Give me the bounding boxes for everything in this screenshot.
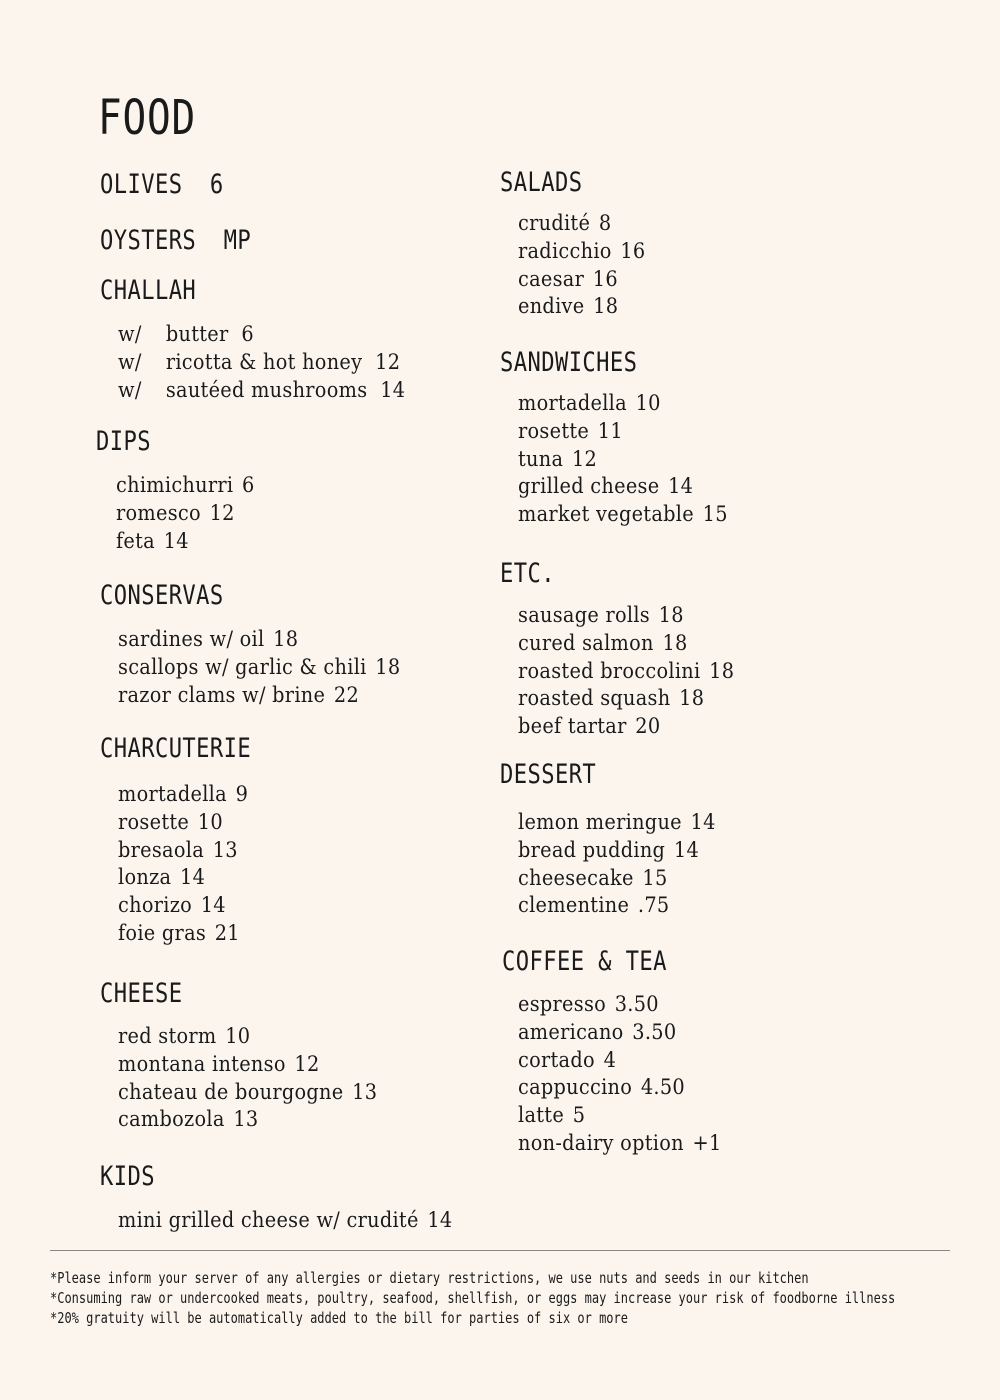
coffee-tea-heading: COFFEE & TEA (502, 946, 667, 977)
etc-heading: ETC. (500, 558, 555, 589)
charcuterie-heading: CHARCUTERIE (100, 733, 252, 764)
item-prefix: w/ (118, 322, 142, 346)
item-price: .75 (637, 893, 670, 918)
item-price: 12 (571, 446, 598, 471)
menu-title: FOOD (98, 90, 197, 146)
item-name: tuna (518, 446, 564, 471)
list-item (118, 1051, 377, 1079)
item-price: 14 (690, 810, 716, 834)
item-name: sautéed mushrooms (165, 377, 368, 402)
item-price: 14 (200, 893, 226, 918)
item-name: mortadella (118, 782, 227, 806)
list-item (518, 1047, 722, 1075)
item-price: 16 (620, 238, 646, 263)
coffee-tea-list (518, 991, 739, 1158)
list-item (118, 1106, 377, 1134)
item-name: cambozola (118, 1107, 225, 1132)
olives-heading (100, 169, 224, 201)
list-item (518, 685, 734, 713)
item-name: sardines w/ oil (118, 627, 265, 651)
item-name: foie gras (118, 920, 207, 945)
list-item (518, 809, 716, 837)
item-name: cappuccino (518, 1075, 633, 1100)
item-price: 21 (214, 920, 240, 945)
item-name: feta (116, 528, 155, 553)
item-price: 20 (635, 714, 661, 739)
item-price: 14 (673, 837, 700, 862)
list-item (118, 682, 400, 710)
item-name: roasted squash (518, 686, 671, 711)
list-item (518, 1074, 722, 1102)
item-name: cortado (518, 1047, 595, 1072)
list-item (518, 658, 734, 686)
item-name: romesco (116, 500, 201, 525)
item-name: mortadella (518, 391, 627, 415)
item-price: 18 (273, 627, 299, 651)
item-name: non-dairy option (518, 1130, 684, 1155)
cheese-list (118, 1023, 400, 1134)
oysters-label: OYSTERS (100, 225, 197, 256)
item-price: 12 (209, 500, 235, 525)
item-price: 6 (242, 473, 255, 497)
item-price: 22 (333, 682, 360, 707)
charcuterie-list (118, 781, 260, 948)
list-item (518, 602, 734, 630)
item-price: 12 (375, 349, 401, 374)
item-price: 14 (163, 528, 189, 553)
item-name: scallops w/ garlic & chili (118, 654, 367, 679)
list-item (518, 210, 646, 238)
item-price: 4 (603, 1047, 617, 1072)
dips-heading: DIPS (96, 426, 151, 457)
challah-list (118, 321, 430, 404)
item-name: bread pudding (518, 837, 666, 862)
list-item (518, 630, 734, 658)
list-item (118, 1023, 377, 1051)
list-item (518, 1019, 722, 1047)
item-name: bresaola (118, 837, 205, 862)
item-price: 10 (197, 809, 223, 834)
footnote-allergies: *Please inform your server of any allergies or dietary restrictions, we use nuts and seeds in our kitchen (50, 1269, 809, 1287)
list-item (118, 626, 400, 654)
list-item (518, 446, 728, 474)
item-name: chimichurri (116, 473, 234, 497)
item-price: 18 (375, 654, 401, 679)
list-item (118, 864, 248, 892)
item-name: market vegetable (518, 502, 694, 527)
item-name: razor clams w/ brine (118, 682, 326, 707)
item-prefix: w/ (118, 349, 142, 374)
item-price: 13 (233, 1107, 259, 1132)
item-name: rosette (118, 809, 190, 834)
list-item (118, 377, 405, 405)
dessert-heading: DESSERT (500, 759, 597, 790)
item-name: montana intenso (118, 1051, 286, 1076)
sandwiches-list (518, 390, 746, 529)
cheese-heading: CHEESE (100, 978, 183, 1009)
olives-price: 6 (209, 169, 224, 200)
footnote-raw-food: *Consuming raw or undercooked meats, poultry, seafood, shellfish, or eggs may increase your risk of foodborne illness (50, 1289, 896, 1307)
item-price: 16 (592, 266, 618, 291)
list-item (518, 713, 734, 741)
olives-label: OLIVES (100, 169, 183, 200)
item-price: 14 (180, 865, 206, 890)
challah-heading: CHALLAH (100, 275, 197, 306)
list-item (518, 238, 646, 266)
item-price: 3.50 (632, 1019, 677, 1044)
item-price: 18 (658, 603, 684, 627)
item-name: beef tartar (518, 714, 627, 739)
item-name: caesar (518, 266, 585, 291)
sandwiches-heading: SANDWICHES (500, 347, 638, 378)
kids-heading: KIDS (100, 1161, 155, 1192)
kids-list (118, 1207, 482, 1235)
item-price: 10 (225, 1024, 251, 1048)
list-item (118, 837, 248, 865)
list-item (116, 500, 255, 528)
footer-divider (50, 1250, 950, 1251)
list-item (518, 390, 728, 418)
oysters-price: MP (223, 225, 252, 256)
item-price: 15 (702, 502, 728, 527)
list-item (118, 321, 405, 349)
item-name: sausage rolls (518, 603, 650, 627)
item-name: chateau de bourgogne (118, 1079, 344, 1104)
item-name: endive (518, 294, 585, 319)
item-price: 18 (662, 630, 688, 655)
list-item (518, 1102, 722, 1130)
item-price: 18 (679, 686, 705, 711)
item-name: chorizo (118, 893, 193, 918)
item-prefix: w/ (118, 377, 142, 402)
item-price: 5 (572, 1103, 586, 1128)
list-item (518, 865, 716, 893)
list-item (518, 892, 716, 920)
list-item (118, 892, 248, 920)
item-price: 12 (294, 1051, 320, 1076)
item-name: radicchio (518, 238, 612, 263)
list-item (518, 991, 722, 1019)
list-item (118, 781, 248, 809)
list-item (118, 1207, 453, 1235)
item-price: 9 (235, 782, 249, 806)
item-name: clementine (518, 893, 630, 918)
item-price: 15 (642, 865, 668, 890)
footnote-gratuity: *20% gratuity will be automatically added to the bill for parties of six or more (50, 1309, 628, 1327)
list-item (518, 418, 728, 446)
item-name: cured salmon (518, 630, 654, 655)
dips-list (116, 472, 267, 555)
item-name: cheesecake (518, 865, 634, 890)
item-price: 13 (212, 837, 238, 862)
item-name: rosette (518, 418, 590, 443)
item-price: 18 (593, 294, 619, 319)
item-price: 14 (380, 377, 406, 402)
item-price: 13 (352, 1079, 378, 1104)
list-item (116, 472, 255, 500)
item-price: 4.50 (640, 1075, 685, 1100)
item-name: crudité (518, 211, 591, 235)
list-item (518, 473, 728, 501)
list-item (518, 837, 716, 865)
item-price: 3.50 (614, 992, 659, 1016)
list-item (518, 293, 646, 321)
list-item (518, 266, 646, 294)
list-item (116, 528, 255, 556)
item-name: espresso (518, 992, 607, 1016)
list-item (118, 920, 248, 948)
item-price: 8 (598, 211, 612, 235)
item-name: red storm (118, 1024, 217, 1048)
item-name: mini grilled cheese w/ crudité (118, 1208, 419, 1232)
item-price: 18 (709, 658, 735, 683)
item-name: latte (518, 1103, 565, 1128)
conservas-heading: CONSERVAS (100, 580, 224, 611)
list-item (118, 809, 248, 837)
dessert-list (518, 809, 733, 920)
item-name: lonza (118, 865, 172, 890)
item-price: 6 (241, 322, 254, 346)
list-item (518, 1130, 722, 1158)
salads-heading: SALADS (500, 167, 583, 198)
item-name: grilled cheese (518, 474, 660, 499)
footnotes (50, 1268, 1000, 1328)
oysters-heading (100, 225, 251, 257)
item-name: butter (165, 322, 229, 346)
item-name: ricotta & hot honey (165, 349, 363, 374)
item-price: +1 (692, 1130, 722, 1155)
item-price: 14 (668, 474, 694, 499)
item-name: lemon meringue (518, 810, 682, 834)
list-item (118, 1079, 377, 1107)
item-name: americano (518, 1019, 624, 1044)
salads-list (518, 210, 657, 321)
etc-list (518, 602, 753, 741)
conservas-list (118, 626, 425, 709)
list-item (118, 349, 405, 377)
list-item (118, 654, 400, 682)
item-price: 11 (597, 418, 623, 443)
item-name: roasted broccolini (518, 658, 701, 683)
list-item (518, 501, 728, 529)
item-price: 10 (635, 391, 661, 415)
item-price: 14 (427, 1208, 453, 1232)
